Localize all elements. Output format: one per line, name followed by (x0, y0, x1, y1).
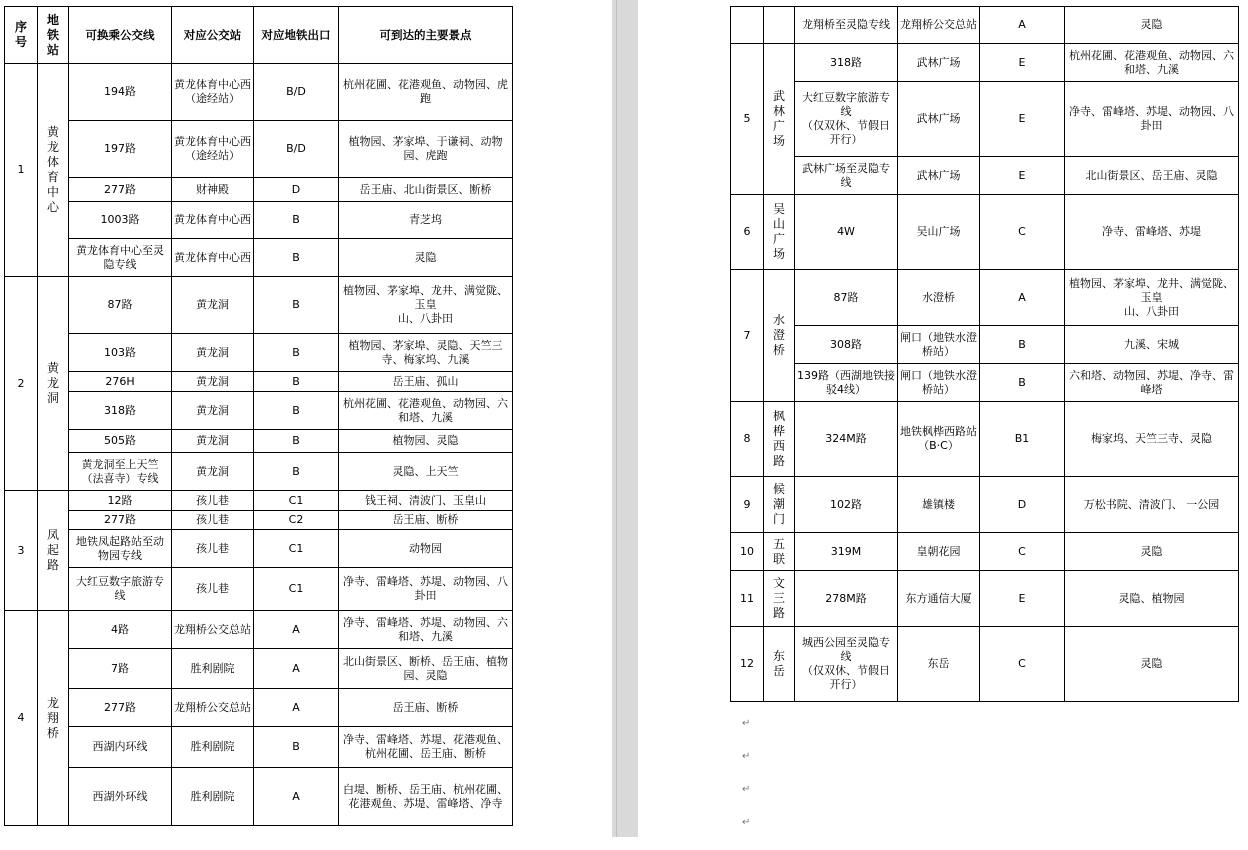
metro-exit: A (980, 7, 1065, 44)
sights: 净寺、雷峰塔、苏堤、动物园、八卦田 (1065, 82, 1239, 157)
sights: 北山街景区、断桥、岳王庙、植物园、灵隐 (339, 649, 513, 689)
bus-line: 87路 (69, 277, 172, 334)
table-row (5, 611, 513, 649)
bus-stop: 闸口（地铁水澄桥站） (898, 326, 980, 364)
bus-stop: 地铁枫桦西路站（B·C） (898, 402, 980, 477)
bus-stop: 黄龙洞 (172, 277, 254, 334)
metro-exit: B (980, 364, 1065, 402)
sights: 植物园、灵隐 (339, 430, 513, 453)
metro-exit: B (254, 239, 339, 277)
station-name: 枫桦西路 (772, 409, 785, 468)
bus-line: 大红豆数字旅游专线 (69, 568, 172, 611)
station-name: 吴山广场 (772, 202, 785, 261)
row-number: 6 (731, 195, 764, 270)
sights: 植物园、茅家埠、龙井、满觉陇、玉皇 山、八卦田 (339, 277, 513, 334)
table-row (731, 82, 1239, 157)
metro-station (764, 627, 795, 702)
sights: 植物园、茅家埠、于谦祠、动物园、虎跑 (339, 121, 513, 178)
station-name: 龙翔桥 (46, 695, 59, 740)
metro-exit: C (980, 195, 1065, 270)
metro-exit: C1 (254, 491, 339, 511)
sights: 白堤、断桥、岳王庙、杭州花圃、花港观鱼、苏堤、雷峰塔、净寺 (339, 768, 513, 826)
metro-exit: B (254, 202, 339, 239)
table-row (5, 64, 513, 121)
bus-line: 1003路 (69, 202, 172, 239)
bus-line: 324M路 (795, 402, 898, 477)
station-name: 五联 (772, 536, 785, 566)
table-row (731, 627, 1239, 702)
header-sights: 可到达的主要景点 (339, 7, 513, 64)
bus-stop: 孩儿巷 (172, 491, 254, 511)
sights: 净寺、雷峰塔、苏堤 (1065, 195, 1239, 270)
bus-line: 87路 (795, 270, 898, 326)
bus-line: 318路 (795, 44, 898, 82)
sights: 岳王庙、北山街景区、断桥 (339, 178, 513, 202)
sights: 灵隐 (1065, 627, 1239, 702)
bus-stop: 黄龙体育中心西 (172, 239, 254, 277)
bus-line: 西湖外环线 (69, 768, 172, 826)
sights: 净寺、雷峰塔、苏堤、花港观鱼、杭州花圃、岳王庙、断桥 (339, 727, 513, 768)
bus-stop: 黄龙洞 (172, 334, 254, 372)
metro-exit: E (980, 82, 1065, 157)
sights: 岳王庙、孤山 (339, 372, 513, 392)
row-number: 7 (731, 270, 764, 402)
sights: 杭州花圃、花港观鱼、动物园、虎跑 (339, 64, 513, 121)
sights: 梅家坞、天竺三寺、灵隐 (1065, 402, 1239, 477)
metro-exit: B (254, 453, 339, 491)
metro-station (38, 64, 69, 277)
bus-stop: 武林广场 (898, 44, 980, 82)
paragraph-mark: ↵ (742, 784, 751, 795)
sights: 灵隐 (339, 239, 513, 277)
sights: 万松书院、清波门、 一公园 (1065, 477, 1239, 533)
bus-line: 西湖内环线 (69, 727, 172, 768)
sights: 钱王祠、清波门、玉皇山 (339, 491, 513, 511)
station-name: 水澄桥 (772, 313, 785, 357)
table-row (5, 649, 513, 689)
sights: 植物园、茅家埠、龙井、满觉陇、玉皇 山、八卦田 (1065, 270, 1239, 326)
metro-exit: E (980, 571, 1065, 627)
metro-station (764, 270, 795, 402)
table-row (5, 334, 513, 372)
metro-exit: B (254, 277, 339, 334)
metro-exit: B/D (254, 64, 339, 121)
table-row (5, 530, 513, 568)
bus-line: 319M (795, 533, 898, 571)
bus-stop: 胜利剧院 (172, 768, 254, 826)
table-header-row (5, 7, 513, 64)
bus-stop: 东方通信大厦 (898, 571, 980, 627)
bus-line: 277路 (69, 178, 172, 202)
bus-line: 276H (69, 372, 172, 392)
row-number: 12 (731, 627, 764, 702)
metro-station (38, 491, 69, 611)
bus-line: 城西公园至灵隐专线 （仅双休、节假日开行） (795, 627, 898, 702)
sights: 净寺、雷峰塔、苏堤、动物园、六和塔、九溪 (339, 611, 513, 649)
paragraph-mark: ↵ (742, 751, 751, 762)
metro-exit: E (980, 44, 1065, 82)
paragraph-marks (742, 718, 750, 850)
table-row (731, 402, 1239, 477)
paragraph-mark: ↵ (742, 817, 751, 828)
header-bus-line: 可换乘公交线 (69, 7, 172, 64)
bus-line: 194路 (69, 64, 172, 121)
metro-station (764, 44, 795, 195)
bus-stop: 龙翔桥公交总站 (172, 611, 254, 649)
bus-line: 277路 (69, 689, 172, 727)
table-row (5, 768, 513, 826)
bus-stop: 龙翔桥公交总站 (898, 7, 980, 44)
table-row (731, 477, 1239, 533)
table-row (731, 195, 1239, 270)
sights: 九溪、宋城 (1065, 326, 1239, 364)
paragraph-mark: ↵ (742, 718, 751, 729)
station-name: 东岳 (772, 649, 785, 678)
station-name: 黄龙洞 (46, 361, 59, 405)
metro-exit: A (254, 768, 339, 826)
metro-station (764, 195, 795, 270)
bus-line: 12路 (69, 491, 172, 511)
metro-exit: C1 (254, 530, 339, 568)
station-name: 候潮门 (772, 482, 785, 526)
header-no: 序号 (5, 7, 38, 64)
bus-stop: 胜利剧院 (172, 727, 254, 768)
bus-line: 197路 (69, 121, 172, 178)
metro-exit: D (980, 477, 1065, 533)
header-metro-exit: 对应地铁出口 (254, 7, 339, 64)
bus-stop: 黄龙洞 (172, 430, 254, 453)
bus-stop: 黄龙洞 (172, 392, 254, 430)
station-name: 黄龙体育中心 (46, 125, 59, 214)
metro-exit: A (254, 689, 339, 727)
table-row (731, 533, 1239, 571)
header-station: 地铁站 (38, 7, 69, 64)
table-row (5, 202, 513, 239)
bus-stop: 孩儿巷 (172, 568, 254, 611)
table-row (731, 364, 1239, 402)
row-number: 11 (731, 571, 764, 627)
bus-stop: 武林广场 (898, 82, 980, 157)
sights: 植物园、茅家埠、灵隐、天竺三寺、梅家坞、九溪 (339, 334, 513, 372)
metro-exit: A (980, 270, 1065, 326)
metro-exit: C (980, 627, 1065, 702)
metro-station (764, 477, 795, 533)
sights: 杭州花圃、花港观鱼、动物园、六和塔、九溪 (339, 392, 513, 430)
bus-line: 大红豆数字旅游专线 （仅双休、节假日开行） (795, 82, 898, 157)
station-name: 武林广场 (772, 89, 785, 148)
station-name: 文三路 (772, 576, 785, 620)
metro-exit: A (254, 611, 339, 649)
bus-line: 黄龙洞至上天竺（法喜寺）专线 (69, 453, 172, 491)
bus-stop: 雄镇楼 (898, 477, 980, 533)
bus-line: 黄龙体育中心至灵隐专线 (69, 239, 172, 277)
metro-station (38, 611, 69, 826)
bus-stop: 财神殿 (172, 178, 254, 202)
sights: 岳王庙、断桥 (339, 511, 513, 530)
row-number: 10 (731, 533, 764, 571)
bus-line: 4W (795, 195, 898, 270)
table-row (5, 568, 513, 611)
sights: 灵隐 (1065, 533, 1239, 571)
bus-line: 278M路 (795, 571, 898, 627)
table-row (731, 270, 1239, 326)
bus-line: 龙翔桥至灵隐专线 (795, 7, 898, 44)
row-number: 4 (5, 611, 38, 826)
table-row (5, 430, 513, 453)
row-number (731, 7, 764, 44)
transit-table-right (730, 6, 1239, 702)
bus-stop: 水澄桥 (898, 270, 980, 326)
metro-exit: C1 (254, 568, 339, 611)
table-row (5, 453, 513, 491)
metro-exit: A (254, 649, 339, 689)
bus-stop: 黄龙体育中心西 (172, 202, 254, 239)
metro-exit: C2 (254, 511, 339, 530)
sights: 青芝坞 (339, 202, 513, 239)
metro-station (764, 402, 795, 477)
sights: 六和塔、动物园、苏堤、净寺、雷峰塔 (1065, 364, 1239, 402)
metro-exit: B (254, 430, 339, 453)
table-row (5, 372, 513, 392)
bus-stop: 吴山广场 (898, 195, 980, 270)
bus-line: 318路 (69, 392, 172, 430)
metro-exit: E (980, 157, 1065, 195)
bus-stop: 黄龙洞 (172, 453, 254, 491)
page-gutter-edge (616, 0, 617, 837)
row-number: 3 (5, 491, 38, 611)
bus-line: 4路 (69, 611, 172, 649)
bus-line: 102路 (795, 477, 898, 533)
sights: 杭州花圃、花港观鱼、动物园、六和塔、九溪 (1065, 44, 1239, 82)
bus-stop: 龙翔桥公交总站 (172, 689, 254, 727)
bus-stop: 黄龙洞 (172, 372, 254, 392)
metro-station (38, 277, 69, 491)
bus-stop: 孩儿巷 (172, 530, 254, 568)
table-row (5, 178, 513, 202)
metro-exit: B (254, 727, 339, 768)
sights: 北山街景区、岳王庙、灵隐 (1065, 157, 1239, 195)
row-number: 5 (731, 44, 764, 195)
bus-stop: 东岳 (898, 627, 980, 702)
table-row (5, 727, 513, 768)
row-number: 8 (731, 402, 764, 477)
bus-stop: 黄龙体育中心西（途经站） (172, 64, 254, 121)
sights: 动物园 (339, 530, 513, 568)
bus-line: 308路 (795, 326, 898, 364)
metro-exit: B (254, 372, 339, 392)
transit-table-left (4, 6, 513, 826)
table-row (731, 571, 1239, 627)
metro-exit: C (980, 533, 1065, 571)
station-name: 凤起路 (46, 528, 59, 572)
table-row (731, 44, 1239, 82)
bus-line: 武林广场至灵隐专线 (795, 157, 898, 195)
metro-station (764, 571, 795, 627)
metro-station (764, 533, 795, 571)
bus-line: 505路 (69, 430, 172, 453)
table-row (731, 7, 1239, 44)
bus-line: 地铁凤起路站至动物园专线 (69, 530, 172, 568)
sights: 灵隐、上天竺 (339, 453, 513, 491)
metro-exit: B (254, 334, 339, 372)
table-row (5, 277, 513, 334)
header-bus-stop: 对应公交站 (172, 7, 254, 64)
table-row (5, 689, 513, 727)
table-row (731, 157, 1239, 195)
metro-exit: D (254, 178, 339, 202)
sights: 灵隐、植物园 (1065, 571, 1239, 627)
bus-stop: 皇朝花园 (898, 533, 980, 571)
bus-stop: 孩儿巷 (172, 511, 254, 530)
metro-exit: B1 (980, 402, 1065, 477)
row-number: 1 (5, 64, 38, 277)
bus-stop: 胜利剧院 (172, 649, 254, 689)
table-row (5, 491, 513, 511)
bus-stop: 黄龙体育中心西（途经站） (172, 121, 254, 178)
metro-station (764, 7, 795, 44)
table-row (5, 511, 513, 530)
sights: 净寺、雷峰塔、苏堤、动物园、八卦田 (339, 568, 513, 611)
metro-exit: B (980, 326, 1065, 364)
row-number: 9 (731, 477, 764, 533)
bus-line: 103路 (69, 334, 172, 372)
bus-stop: 闸口（地铁水澄桥站） (898, 364, 980, 402)
table-row (731, 326, 1239, 364)
metro-exit: B (254, 392, 339, 430)
bus-line: 139路（西湖地铁接驳4线） (795, 364, 898, 402)
sights: 灵隐 (1065, 7, 1239, 44)
sights: 岳王庙、断桥 (339, 689, 513, 727)
metro-exit: B/D (254, 121, 339, 178)
bus-line: 7路 (69, 649, 172, 689)
row-number: 2 (5, 277, 38, 491)
table-row (5, 121, 513, 178)
bus-line: 277路 (69, 511, 172, 530)
bus-stop: 武林广场 (898, 157, 980, 195)
table-row (5, 392, 513, 430)
table-row (5, 239, 513, 277)
